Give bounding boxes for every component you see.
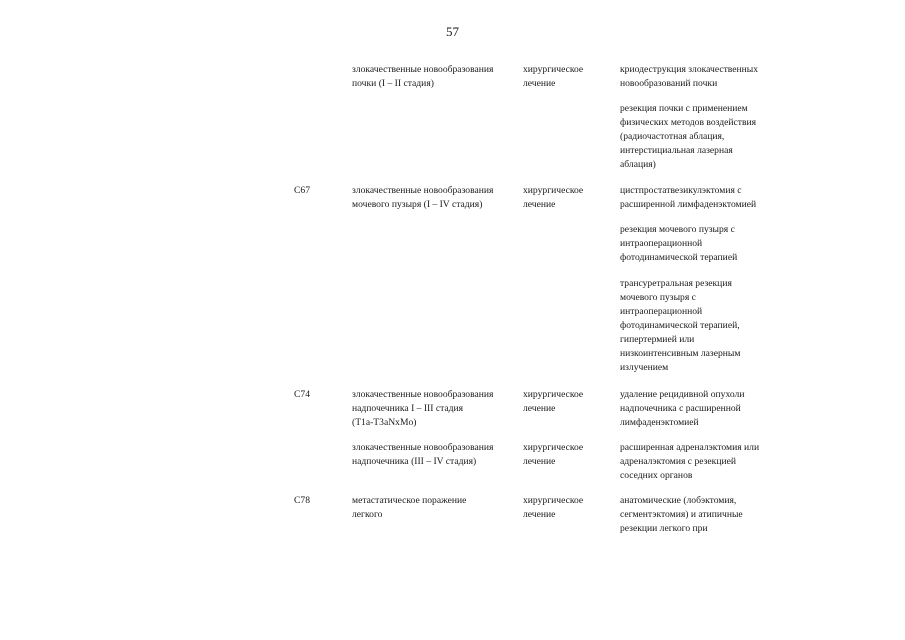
- treatment-type: хирургическое лечение: [523, 64, 584, 89]
- treatment-type: хирургическое лечение: [523, 495, 584, 520]
- diagnosis: злокачественные новообразования мочевого пузыря (I – IV стадия): [352, 185, 494, 210]
- treatment-type: хирургическое лечение: [523, 389, 584, 414]
- icd-code: C74: [294, 389, 310, 400]
- treatment-method: цистпростатвезикулэктомия с расширенной лимфаденэктомией: [620, 185, 757, 210]
- treatment-method: расширенная адреналэктомия или адреналэктомия с резекцией соседних органов: [620, 442, 760, 481]
- diagnosis: злокачественные новообразования надпочечника (III – IV стадия): [352, 442, 494, 467]
- treatment-method: резекция почки с применением физических методов воздействия (радиочастотная аблация, интерстициальная лазерная аблация): [620, 103, 757, 170]
- treatment-method: резекция мочевого пузыря с интраоперационной фотодинамической терапией: [620, 224, 738, 263]
- diagnosis: злокачественные новообразования почки (I – II стадия): [352, 64, 494, 89]
- treatment-type: хирургическое лечение: [523, 442, 584, 467]
- treatment-method: анатомические (лобэктомия, сегментэктомия) и атипичные резекции легкого при: [620, 495, 743, 534]
- diagnosis: метастатическое поражение легкого: [352, 495, 467, 520]
- diagnosis: злокачественные новообразования надпочечника I – III стадия (T1a-T3aNxMo): [352, 389, 494, 428]
- page-number: 57: [446, 24, 459, 39]
- treatment-method: удаление рецидивной опухоли надпочечника с расширенной лимфаденэктомией: [620, 389, 745, 428]
- treatment-method: криодеструкция злокачественных новообразований почки: [620, 64, 759, 89]
- icd-code: C78: [294, 495, 310, 506]
- treatment-type: хирургическое лечение: [523, 185, 584, 210]
- treatment-method: трансуретральная резекция мочевого пузыря с интраоперационной фотодинамической терапией, гипертермией или низкоинтенсивным лазерным излучением: [620, 278, 741, 373]
- icd-code: C67: [294, 185, 310, 196]
